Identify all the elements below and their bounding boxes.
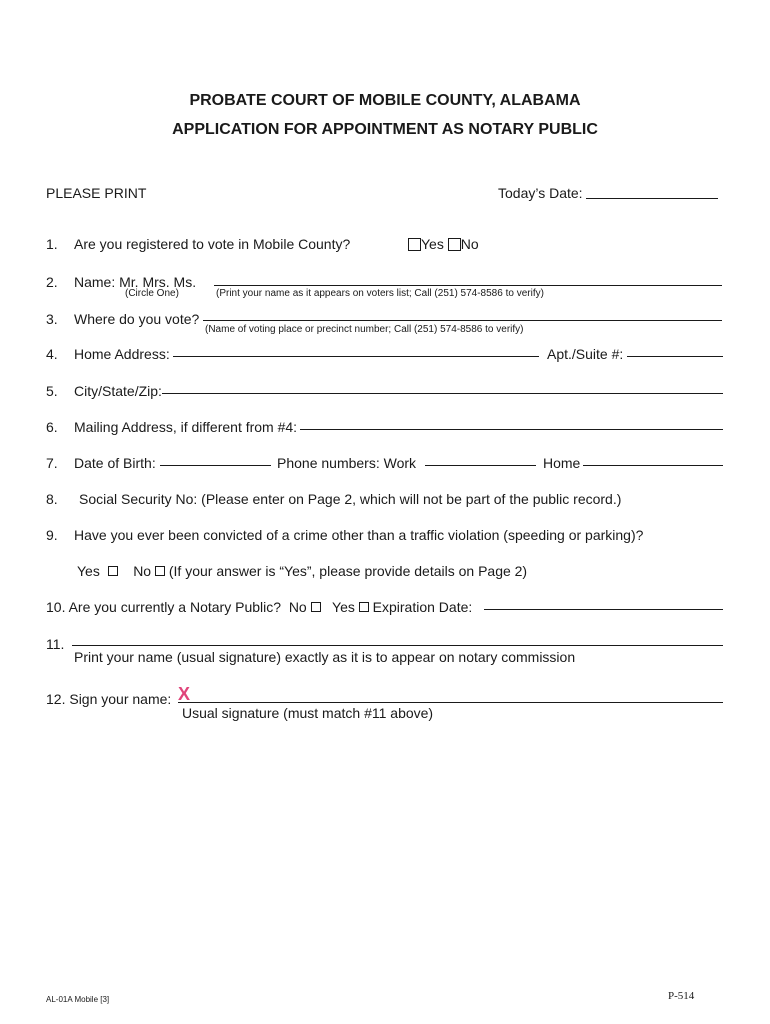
expiration-label: Expiration Date: [372, 599, 473, 615]
q1-no-checkbox[interactable] [448, 238, 461, 251]
q10-number: 10. [46, 599, 66, 615]
dob-field[interactable] [160, 465, 271, 466]
apt-field[interactable] [627, 356, 723, 357]
q2-number: 2. [46, 274, 58, 290]
name-field[interactable] [214, 285, 722, 286]
q9-note: (If your answer is “Yes”, please provide details on Page 2) [168, 563, 528, 579]
please-print-label: PLEASE PRINT [46, 185, 147, 201]
q2-label: Name: Mr. Mrs. Ms. [74, 274, 197, 290]
work-phone-field[interactable] [425, 465, 536, 466]
q3-label: Where do you vote? [74, 311, 200, 327]
q9-no-label: No [133, 563, 152, 579]
mailing-address-field[interactable] [300, 429, 723, 430]
q11-number: 11. [46, 636, 65, 652]
q5-label: City/State/Zip: [74, 383, 162, 399]
form-code: AL-01A Mobile [3] [46, 995, 110, 1004]
home-phone-field[interactable] [583, 465, 723, 466]
q3-number: 3. [46, 311, 58, 327]
q12-label: Sign your name: [69, 691, 172, 707]
city-state-zip-field[interactable] [162, 393, 723, 394]
q8-label: Social Security No: (Please enter on Page 2, which will not be part of the public record.) [79, 491, 622, 507]
form-title: PROBATE COURT OF MOBILE COUNTY, ALABAMA [189, 92, 581, 109]
q1-number: 1. [46, 236, 58, 252]
home-address-field[interactable] [173, 356, 539, 357]
q1-question: Are you registered to vote in Mobile County? [74, 236, 351, 252]
q8-number: 8. [46, 491, 58, 507]
q5-number: 5. [46, 383, 58, 399]
form-subtitle: APPLICATION FOR APPOINTMENT AS NOTARY PUBLIC [172, 121, 598, 138]
signature-caption: Usual signature (must match #11 above) [182, 705, 434, 721]
expiration-date-field[interactable] [484, 609, 723, 610]
q6-label: Mailing Address, if different from #4: [74, 419, 298, 435]
q9-no-checkbox[interactable] [155, 566, 165, 576]
q10-question: Are you currently a Notary Public? [68, 599, 282, 615]
q1-yes-label: Yes [421, 236, 444, 252]
q1-no-label: No [460, 236, 479, 252]
q7-label: Date of Birth: [74, 455, 156, 471]
q4-number: 4. [46, 346, 58, 362]
q12-number: 12. [46, 691, 66, 707]
q9-question: Have you ever been convicted of a crime other than a traffic violation (speeding or parking)? [74, 527, 644, 543]
circle-one-hint: (Circle One) [125, 288, 179, 299]
q9-yes-label: Yes [77, 563, 100, 579]
q9-number: 9. [46, 527, 58, 543]
q10-no-label: No [288, 599, 307, 615]
q10-no-checkbox[interactable] [311, 602, 321, 612]
page-code: P-514 [668, 990, 695, 1002]
name-hint: (Print your name as it appears on voters list; Call (251) 574-8586 to verify) [216, 288, 544, 299]
phone-home-label: Home [543, 455, 581, 471]
todays-date-label: Today’s Date: [498, 185, 583, 201]
printed-name-field[interactable] [72, 645, 723, 646]
q1-yes-checkbox[interactable] [408, 238, 421, 251]
q10-yes-checkbox[interactable] [359, 602, 369, 612]
q6-number: 6. [46, 419, 58, 435]
q7-number: 7. [46, 455, 58, 471]
q4-label: Home Address: [74, 346, 170, 362]
phone-work-label: Phone numbers: Work [277, 455, 417, 471]
apt-label: Apt./Suite #: [547, 346, 624, 362]
todays-date-field[interactable] [586, 198, 718, 199]
q9-yes-checkbox[interactable] [108, 566, 118, 576]
signature-field[interactable] [178, 702, 723, 703]
sign-here-mark: X [178, 684, 191, 704]
q10-yes-label: Yes [332, 599, 355, 615]
voting-place-hint: (Name of voting place or precinct number; Call (251) 574-8586 to verify) [205, 324, 524, 335]
voting-place-field[interactable] [203, 320, 722, 321]
printed-name-caption: Print your name (usual signature) exactly as it is to appear on notary commission [74, 649, 576, 665]
